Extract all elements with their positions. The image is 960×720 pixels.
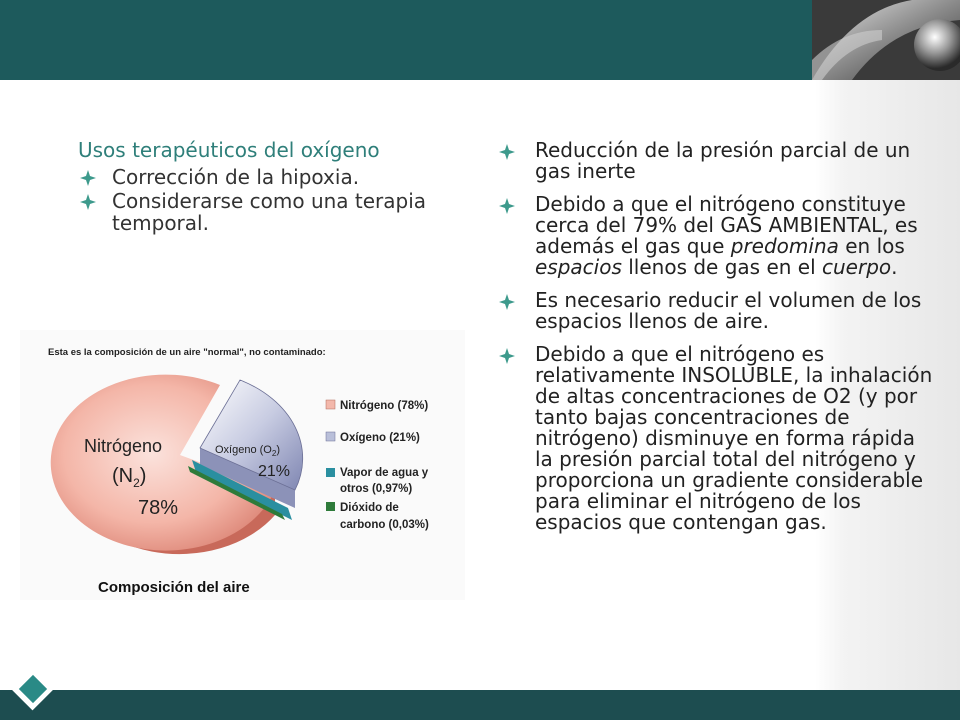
text-run: Debido a que el nitrógeno constituye cerca del 79% del GAS AMBIENTAL, es además el gas que (535, 192, 918, 258)
legend-label-line2: otros (0,97%) (340, 483, 413, 495)
list-item-text (535, 194, 935, 278)
legend-swatch (326, 502, 335, 511)
list-item-text: Es necesario reducir el volumen de los espacios llenos de aire. (535, 288, 922, 333)
air-composition-figure (20, 330, 465, 600)
legend-label: Nitrógeno (78%) (340, 400, 429, 412)
nitrogen-percent: 78% (138, 497, 179, 519)
diamond-bullet-icon (495, 344, 535, 366)
left-column (78, 138, 458, 234)
list-item (78, 166, 458, 188)
nitrogen-label: Nitrógeno (84, 436, 163, 456)
diamond-bullet-icon (78, 166, 112, 188)
legend-item (326, 432, 420, 444)
emphasis-text: cuerpo (822, 255, 892, 279)
legend-label: Oxígeno (21%) (340, 432, 420, 444)
bottom-footer-band (0, 690, 960, 720)
oxygen-label: Oxígeno $(O_2)$ (215, 444, 280, 458)
list-item (495, 290, 935, 332)
figure-caption: Esta es la composición de un aire "normal", no contaminado: (48, 347, 326, 358)
legend-swatch (326, 432, 335, 441)
legend-label: Vapor de agua y (340, 467, 429, 479)
legend-label-line2: carbono (0,03%) (340, 519, 429, 531)
oxygen-percent: 21% (258, 463, 291, 480)
list-item-text: Considerarse como una terapia temporal. (112, 189, 427, 235)
list-item-text: Corrección de la hipoxia. (112, 165, 360, 189)
legend-swatch (326, 468, 335, 477)
list-item (495, 140, 935, 182)
header-decorative-graphic (812, 0, 960, 80)
diamond-bullet-icon (495, 290, 535, 312)
legend-swatch (326, 400, 335, 409)
list-item-text: Reducción de la presión parcial de un gas inerte (535, 138, 911, 183)
diamond-bullet-icon (78, 190, 112, 212)
list-item (495, 194, 935, 278)
text-run: . (891, 255, 898, 279)
nitrogen-formula: $(N_2)$ (112, 465, 147, 490)
section-title: Usos terapéuticos del oxígeno (78, 138, 380, 162)
list-item (78, 190, 458, 234)
emphasis-text: espacios (535, 255, 622, 279)
figure-title: Composición del aire (98, 579, 250, 596)
list-item (495, 344, 935, 533)
text-run: en los (838, 234, 905, 258)
legend-label: Dióxido de (340, 502, 399, 514)
legend-item (326, 400, 428, 412)
top-header-band (0, 0, 812, 80)
diamond-bullet-icon (495, 140, 535, 162)
diamond-bullet-icon (495, 194, 535, 216)
right-column (495, 138, 935, 545)
emphasis-text: predomina (730, 234, 839, 258)
text-run: llenos de gas en el (621, 255, 822, 279)
list-item-text: Debido a que el nitrógeno es relativamente INSOLUBLE, la inhalación de altas concentraciones de O2 (y por tanto bajas concentraciones de nitrógeno) disminuye en forma rápida la presión parcial total del nitrógeno y proporciona un gradiente considerable para eliminar el nitrógeno de los espacios que contengan gas. (535, 342, 933, 534)
